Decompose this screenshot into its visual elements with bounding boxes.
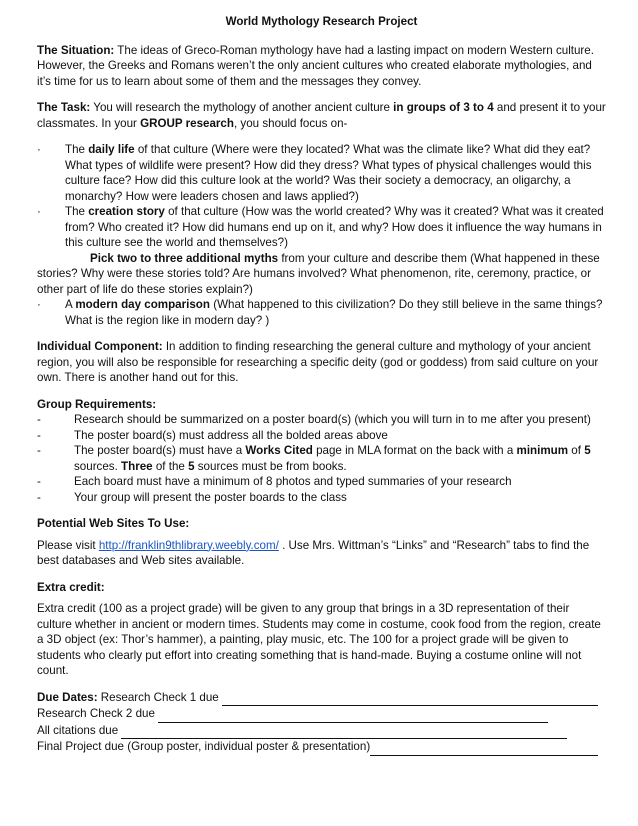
requirement-item xyxy=(37,474,606,490)
task-group-size: in groups of 3 to 4 xyxy=(393,101,494,114)
myths-text: from your culture and describe them (What happened in these stories? Why were these stories told? Are humans involved? What phenomenon, rite, ceremony, practice, or other part of life do these stories explain?) xyxy=(37,251,600,296)
dash-mark: - xyxy=(37,444,41,457)
websites-text: Please visit xyxy=(37,538,99,552)
requirement-text: sources. xyxy=(74,459,122,473)
task-text: , you should focus on- xyxy=(233,116,348,130)
page-title: World Mythology Research Project xyxy=(225,15,418,28)
requirement-item xyxy=(37,412,606,428)
requirement-bold: 5 xyxy=(188,459,195,473)
task-label: The Task: xyxy=(37,101,91,114)
due-date-label: Final Project due (Group poster, individual poster & presentation) xyxy=(37,740,371,753)
focus-text: (What happened to this civilization? Do they still believe in the same things? What is the region like in modern day? ) xyxy=(65,298,603,327)
requirement-text: Research should be summarized on a poster board(s) (which you will turn in to me after you present) xyxy=(74,413,591,426)
due-date-row xyxy=(37,723,606,740)
focus-text: The xyxy=(65,143,89,156)
requirement-item xyxy=(37,428,606,444)
requirement-text: Each board must have a minimum of 8 photos and typed summaries of your research xyxy=(74,475,512,488)
requirement-item-works-cited xyxy=(37,443,606,474)
due-date-row xyxy=(37,706,606,723)
focus-text: A xyxy=(65,298,76,311)
requirement-item xyxy=(37,490,606,506)
focus-bold: creation story xyxy=(88,205,165,218)
requirement-text: page in MLA format on the back with a xyxy=(312,444,517,457)
situation-paragraph xyxy=(37,43,606,90)
requirement-text: of xyxy=(568,444,585,457)
due-date-blank[interactable] xyxy=(370,739,598,756)
myths-bold: Pick two to three additional myths xyxy=(90,251,279,265)
due-date-blank[interactable] xyxy=(158,706,548,723)
requirement-text: The poster board(s) must address all the bolded areas above xyxy=(74,428,388,442)
bullet-mark: · xyxy=(37,205,41,218)
due-date-label: Research Check 1 due xyxy=(100,690,219,704)
bullet-mark: · xyxy=(37,298,41,311)
due-date-label: Research Check 2 due xyxy=(37,707,155,720)
focus-daily-life xyxy=(37,142,606,204)
due-dates-label: Due Dates: xyxy=(37,690,98,704)
group-requirements-heading xyxy=(37,397,606,413)
task-paragraph xyxy=(37,100,606,131)
focus-text: of that culture (How was the world created? Why was it created? What was it created from? Who created it? How did humans end up on it, and why? How does it influence the way humans in this culture see the world and themselves?) xyxy=(65,205,604,249)
due-date-row xyxy=(37,690,606,707)
library-link[interactable]: http://franklin9thlibrary.weebly.com/ xyxy=(98,538,279,552)
dash-mark: - xyxy=(37,428,41,442)
due-date-label: All citations due xyxy=(37,723,119,737)
websites-paragraph xyxy=(37,538,606,569)
requirement-bold: 5 xyxy=(584,444,591,457)
heading-text: Group Requirements: xyxy=(37,397,157,411)
focus-text: The xyxy=(65,205,89,218)
due-date-blank[interactable] xyxy=(222,690,598,707)
task-text: You will research the mythology of another ancient culture xyxy=(90,101,394,114)
focus-creation-story xyxy=(37,204,606,251)
focus-bold: daily life xyxy=(88,143,135,156)
situation-label: The Situation: xyxy=(37,43,115,57)
requirement-bold: Works Cited xyxy=(245,444,313,457)
situation-text: The ideas of Greco-Roman mythology have had a lasting impact on modern Western culture. However, the Greeks and Romans weren’t the only ancient cultures who created elaborate mythologies, and it’s time for us to learn about some of them and the messages they convey. xyxy=(37,43,594,88)
focus-bold: modern day comparison xyxy=(75,298,210,311)
heading-text: Extra credit: xyxy=(37,580,105,594)
requirement-text: Your group will present the poster boards to the class xyxy=(74,490,347,504)
extra-credit-paragraph: Extra credit (100 as a project grade) will be given to any group that brings in a 3D representation of their culture whether in ancient or modern times. Students may come in costume, cook food from the region, create a 3D object (ex: Thor’s hammer), a painting, play music, etc. The 100 for a project grade will be given to students who clearly put effort into creating something that is hand-made. Buying a costume online will not count. xyxy=(37,602,601,677)
requirement-bold: minimum xyxy=(516,444,569,457)
due-date-row xyxy=(37,739,606,756)
requirement-text: of the xyxy=(152,459,189,473)
focus-modern-comparison xyxy=(37,297,606,328)
dash-mark: - xyxy=(37,475,41,488)
requirement-text: sources must be from books. xyxy=(194,459,347,473)
due-date-blank[interactable] xyxy=(121,723,567,740)
individual-label: Individual Component: xyxy=(37,340,163,353)
websites-heading xyxy=(37,516,606,532)
individual-paragraph xyxy=(37,339,606,386)
bullet-mark: · xyxy=(37,143,41,156)
dash-mark: - xyxy=(37,490,41,504)
requirement-text: The poster board(s) must have a xyxy=(74,444,246,457)
task-text: and present it to your classmates. In your xyxy=(37,101,606,130)
dash-mark: - xyxy=(37,413,41,426)
task-group-research: GROUP research xyxy=(140,116,234,130)
extra-credit-heading xyxy=(37,580,606,596)
focus-text: of that culture (Where were they located? What was the climate like? What did they eat? What types of wildlife were present? How did they dress? What types of physical challenges would this culture face? How did this culture look at the world? Was their society a democracy, an oligarchy, a monarchy? How were leaders chosen and laws applied?) xyxy=(65,143,592,203)
websites-text: . Use Mrs. Wittman’s “Links” and “Research” tabs to find the best databases and Web sites available. xyxy=(37,538,590,567)
individual-text: In addition to finding researching the general culture and mythology of your ancient region, you will also be responsible for researching a specific deity (god or goddess) from said culture on your own. There is another hand out for this. xyxy=(37,340,599,384)
heading-text: Potential Web Sites To Use: xyxy=(37,517,190,530)
requirement-bold: Three xyxy=(121,459,153,473)
focus-myths xyxy=(37,251,606,298)
